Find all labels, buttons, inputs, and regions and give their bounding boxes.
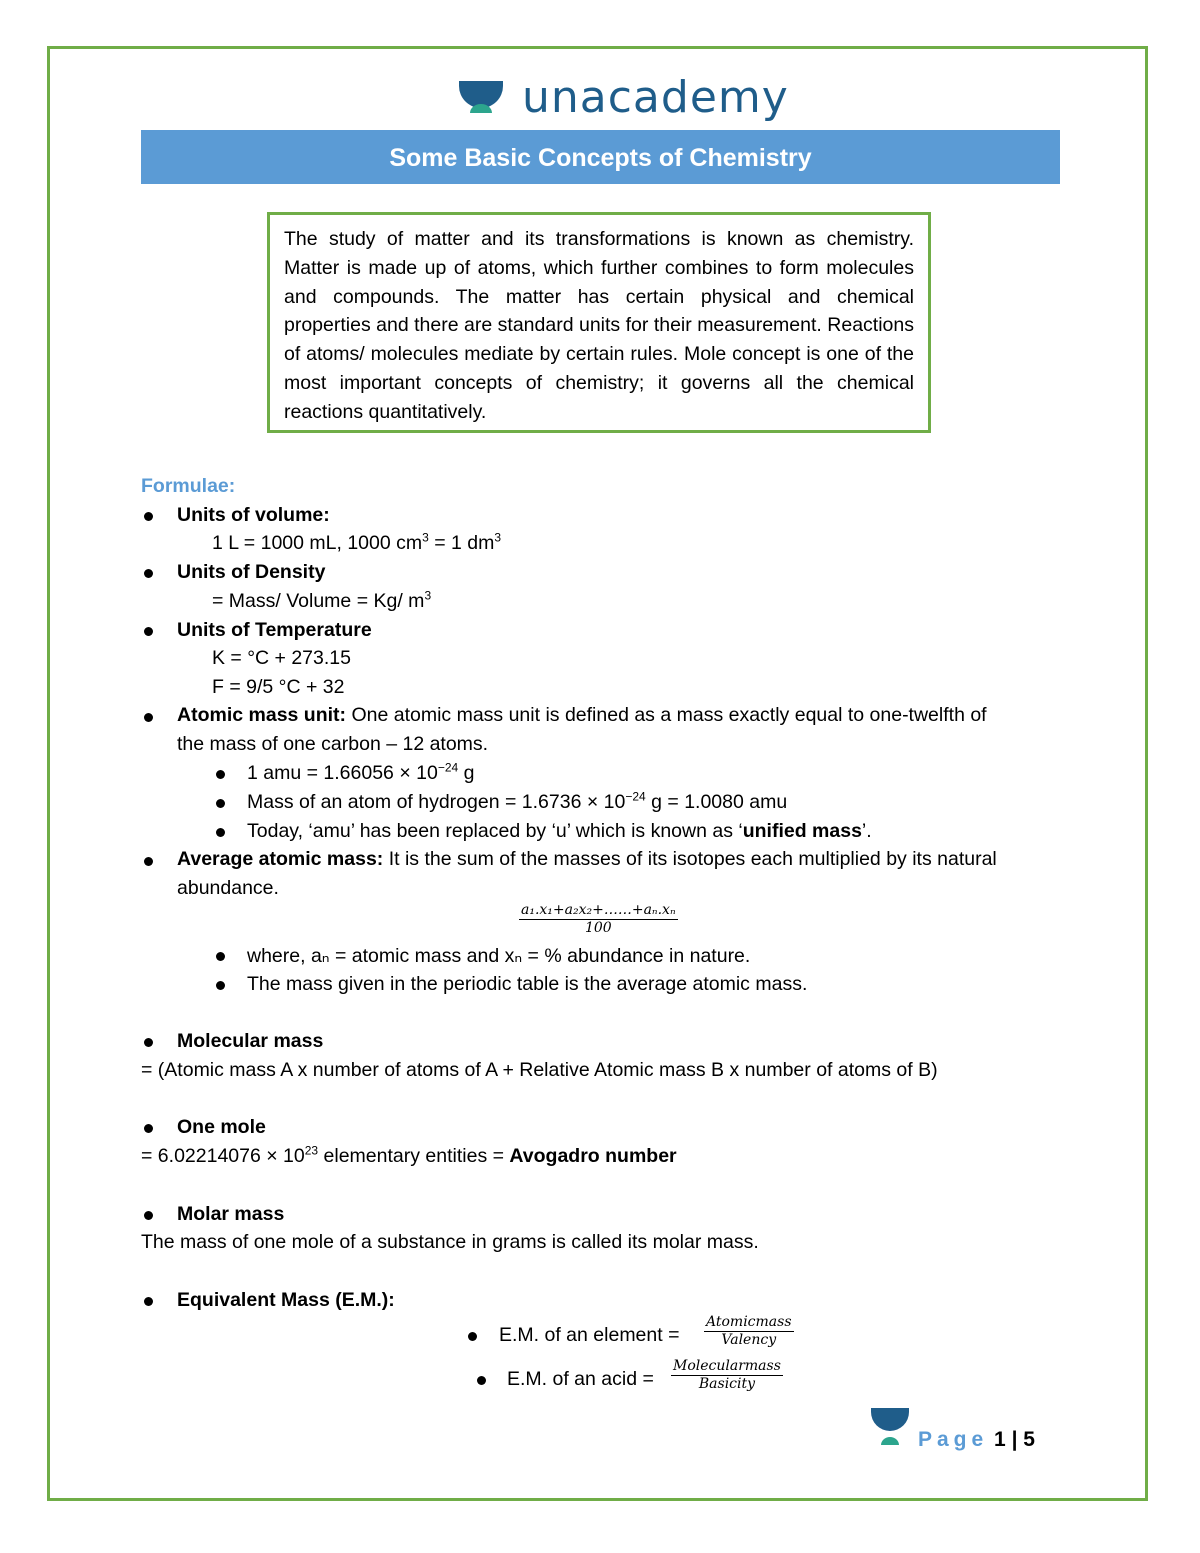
volume-formula: 1 L = 1000 mL, 1000 $cm^3 = 1$ $dm^3$ xyxy=(212,530,502,554)
amu-definition: Atomic mass unit: One atomic mass unit is defined as a mass exactly equal to one-twelfth of xyxy=(177,704,987,726)
brand-name: unacademy xyxy=(522,72,789,123)
average-mass-definition-cont: abundance. xyxy=(177,877,279,899)
amu-value: 1 amu = $1.66056 \times 10^{-24}$ g xyxy=(247,760,475,784)
molecular-mass-label: Molecular mass xyxy=(177,1030,324,1052)
periodic-table-note: The mass given in the periodic table is the average atomic mass. xyxy=(247,973,808,995)
em-acid-formula: E.M. of an acid = xyxy=(507,1368,654,1390)
bullet-icon xyxy=(216,770,225,779)
one-mole-formula: = $6.02214076 \times 10^{23}$ elementary entities = Avogadro number xyxy=(141,1143,677,1167)
equivalent-mass-label: Equivalent Mass (E.M.): xyxy=(177,1289,395,1311)
em-element-formula: E.M. of an element = xyxy=(499,1324,680,1346)
one-mole-label: One mole xyxy=(177,1116,266,1138)
temperature-label: Units of Temperature xyxy=(177,619,372,641)
bullet-icon xyxy=(144,512,153,521)
footer-logo-icon xyxy=(870,1407,910,1449)
bullet-icon xyxy=(144,1038,153,1047)
page-title: Some Basic Concepts of Chemistry xyxy=(141,130,1060,184)
unacademy-logo-icon xyxy=(458,80,504,120)
bullet-icon xyxy=(216,799,225,808)
bullet-icon xyxy=(216,981,225,990)
molar-mass-definition: The mass of one mole of a substance in grams is called its molar mass. xyxy=(141,1231,759,1253)
amu-definition-cont: the mass of one carbon – 12 atoms. xyxy=(177,733,489,755)
em-element-fraction: Atomicmass Valency xyxy=(706,1314,792,1348)
average-mass-where: where, aₙ = atomic mass and xₙ = % abundance in nature. xyxy=(247,945,751,967)
intro-text: The study of matter and its transformations is known as chemistry. Matter is made up of atoms, which further combines to form molecules and compounds. The matter has certain physical and chemical properties and there are standard units for their measurement. Reactions of atoms/ molecules mediate by certain rules. Mole concept is one of the most important concepts of chemistry; it governs all the chemical reactions quantitatively. xyxy=(284,228,914,423)
bullet-icon xyxy=(216,952,225,961)
average-mass-definition: Average atomic mass: It is the sum of the masses of its isotopes each multiplied by its natural xyxy=(177,848,997,870)
molecular-mass-formula: = (Atomic mass A x number of atoms of A + Relative Atomic mass B x number of atoms of B) xyxy=(141,1059,938,1081)
page-number: Page 1 | 5 xyxy=(918,1428,1035,1451)
bullet-icon xyxy=(216,828,225,837)
hydrogen-mass: Mass of an atom of hydrogen = $1.6736 \times 10^{-24}$ g = 1.0080 amu xyxy=(247,789,788,813)
unified-mass-note: Today, ‘amu’ has been replaced by ‘u’ which is known as ‘unified mass’. xyxy=(247,820,872,842)
bullet-icon xyxy=(468,1332,477,1341)
bullet-icon xyxy=(144,713,153,722)
density-label: Units of Density xyxy=(177,561,326,583)
bullet-icon xyxy=(144,857,153,866)
bullet-icon xyxy=(144,1124,153,1133)
average-mass-formula: $\frac{\text{a₁.x₁+a₂x₂+……+aₙ.xₙ}}{100}$ xyxy=(521,902,676,936)
volume-label: Units of volume: xyxy=(177,504,330,526)
fahrenheit-formula: F = 9/5 °C + 32 xyxy=(212,676,345,698)
kelvin-formula: K = °C + 273.15 xyxy=(212,647,351,669)
bullet-icon xyxy=(144,1297,153,1306)
molar-mass-label: Molar mass xyxy=(177,1203,285,1225)
em-acid-fraction: Molecularmass Basicity xyxy=(673,1358,781,1392)
bullet-icon xyxy=(144,627,153,636)
formulae-heading: Formulae: xyxy=(141,475,236,497)
bullet-icon xyxy=(144,1211,153,1220)
density-formula: = Mass/ Volume = Kg/ $m^3$ xyxy=(212,588,432,612)
intro-box xyxy=(267,212,931,433)
bullet-icon xyxy=(477,1376,486,1385)
bullet-icon xyxy=(144,569,153,578)
